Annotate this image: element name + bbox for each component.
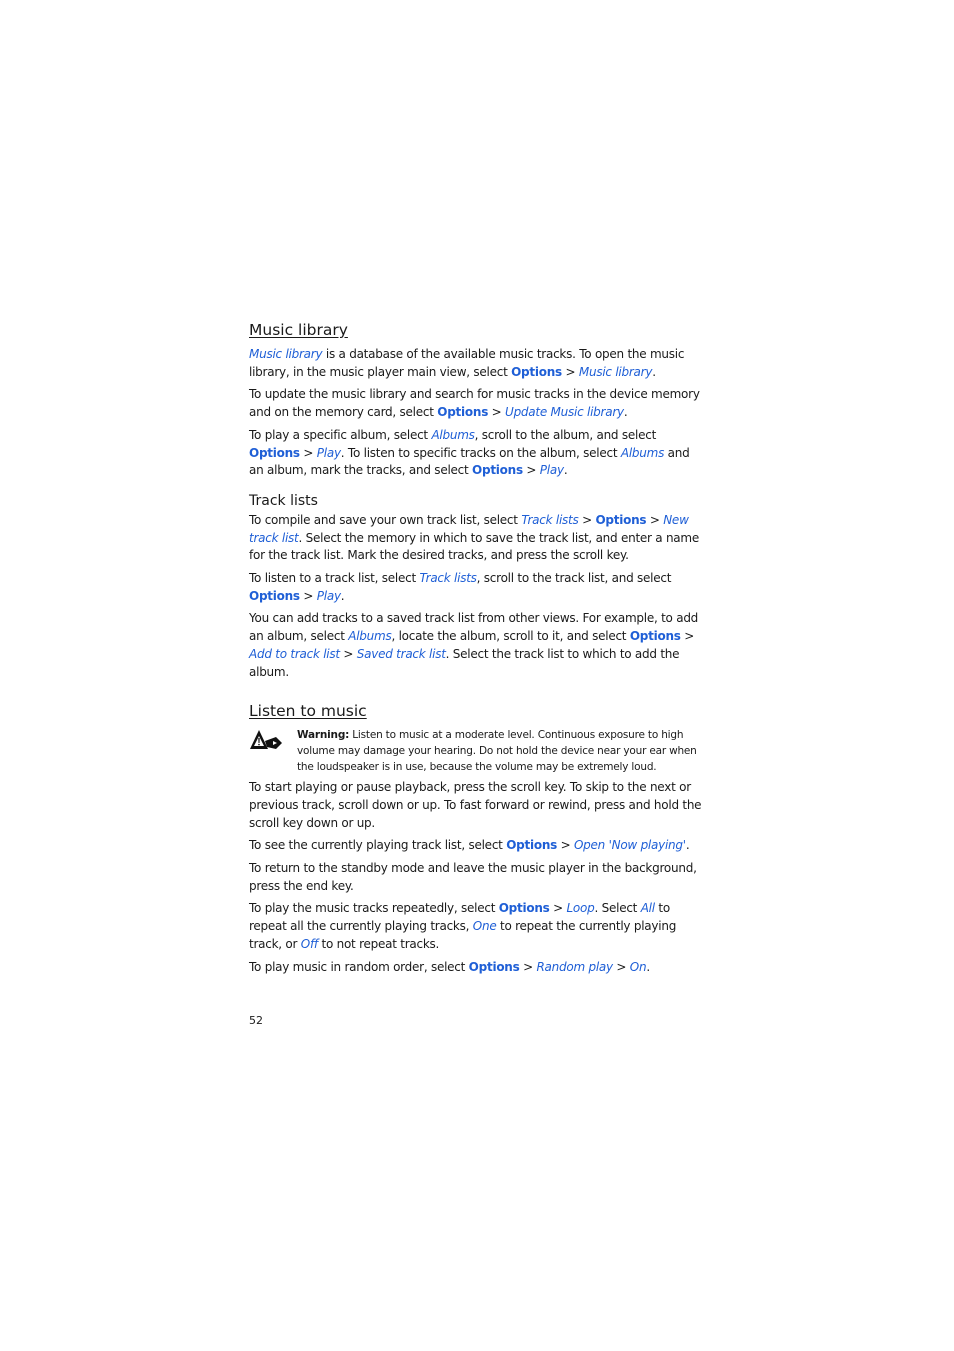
menu-options[interactable]: Options xyxy=(511,364,562,379)
menu-one[interactable]: One xyxy=(472,919,497,934)
heading-listen-to-music: Listen to music xyxy=(249,702,367,721)
para-compile-track-list: To compile and save your own track list, select Track lists > Options > New track list. Select the memory in which to save the track list, and enter a name for the track list. Mark the desired tracks, and press the scroll key. xyxy=(249,512,699,563)
menu-all[interactable]: All xyxy=(640,901,655,916)
warning-text: Warning: Listen to music at a moderate level. Continuous exposure to high volume may damage your hearing. Do not hold the device near your ear when the loudspeaker is in use, because the volume may be extremely loud. xyxy=(297,729,697,774)
menu-play[interactable]: Play xyxy=(316,445,341,460)
menu-random-play[interactable]: Random play xyxy=(536,959,613,974)
menu-update-music-library[interactable]: Update Music library xyxy=(505,405,624,420)
para-play-album: To play a specific album, select Albums, scroll to the album, and select Options > Play. To listen to specific tracks on the album, select Albums and an album, mark the tracks, and select Options > Play. xyxy=(249,427,690,478)
menu-play[interactable]: Play xyxy=(539,463,564,478)
heading-music-library: Music library xyxy=(249,321,348,339)
menu-options[interactable]: Options xyxy=(472,463,523,478)
menu-options[interactable]: Options xyxy=(506,838,558,853)
menu-albums[interactable]: Albums xyxy=(348,629,392,644)
warning-triangle-icon xyxy=(249,727,283,775)
menu-albums[interactable]: Albums xyxy=(620,445,665,460)
menu-new-track-list[interactable]: New track list xyxy=(249,512,689,545)
link-music-library[interactable]: Music library xyxy=(249,347,323,361)
menu-on[interactable]: On xyxy=(629,959,647,974)
menu-saved-track-list[interactable]: Saved track list xyxy=(356,646,446,661)
para-listen-track-list: To listen to a track list, select Track lists, scroll to the track list, and select Options > Play. xyxy=(249,571,672,603)
para-music-library-intro: Music library is a database of the available music tracks. To open the music library, in the music player main view, select Options > Music library. xyxy=(249,347,685,379)
menu-track-lists[interactable]: Track lists xyxy=(419,571,477,586)
menu-options[interactable]: Options xyxy=(498,901,550,916)
page-content xyxy=(249,320,705,981)
para-update-library: To update the music library and search for music tracks in the device memory and on the memory card, select Options > Update Music library. xyxy=(249,387,700,420)
menu-options[interactable]: Options xyxy=(249,588,300,603)
menu-options[interactable]: Options xyxy=(249,445,300,460)
menu-albums[interactable]: Albums xyxy=(431,427,475,442)
menu-loop[interactable]: Loop xyxy=(566,901,595,916)
para-start-playing: To start playing or pause playback, press the scroll key. To skip to the next or previous track, scroll down or up. To fast forward or rewind, press and hold the scroll key down or up. xyxy=(249,780,702,830)
menu-add-to-track-list[interactable]: Add to track list xyxy=(249,646,340,661)
menu-open-now-playing[interactable]: Open 'Now playing' xyxy=(573,838,686,853)
para-add-tracks: You can add tracks to a saved track list from other views. For example, to add an album, select Albums, locate the album, scroll to it, and select Options > Add to track list > Saved track list. Select the track list to which to add the album. xyxy=(249,611,699,679)
heading-track-lists: Track lists xyxy=(249,492,318,509)
menu-options[interactable]: Options xyxy=(437,405,489,420)
para-loop: To play the music tracks repeatedly, select Options > Loop. Select All to repeat all the currently playing tracks, One to repeat the currently playing track, or Off to not repeat tracks. xyxy=(249,901,677,951)
page-number: 52 xyxy=(249,1014,263,1027)
para-now-playing: To see the currently playing track list, select Options > Open 'Now playing'. xyxy=(249,838,690,853)
menu-off[interactable]: Off xyxy=(300,936,318,951)
warning-label: Warning: xyxy=(297,729,350,742)
menu-options[interactable]: Options xyxy=(629,629,681,644)
warning-box xyxy=(249,727,705,775)
para-standby-mode: To return to the standby mode and leave the music player in the background, press the end key. xyxy=(249,861,697,893)
menu-options[interactable]: Options xyxy=(468,959,520,974)
menu-track-lists[interactable]: Track lists xyxy=(521,512,579,527)
menu-music-library[interactable]: Music library xyxy=(578,364,653,379)
menu-play[interactable]: Play xyxy=(316,588,341,603)
menu-options[interactable]: Options xyxy=(595,512,647,527)
para-random-play: To play music in random order, select Options > Random play > On. xyxy=(249,959,650,974)
